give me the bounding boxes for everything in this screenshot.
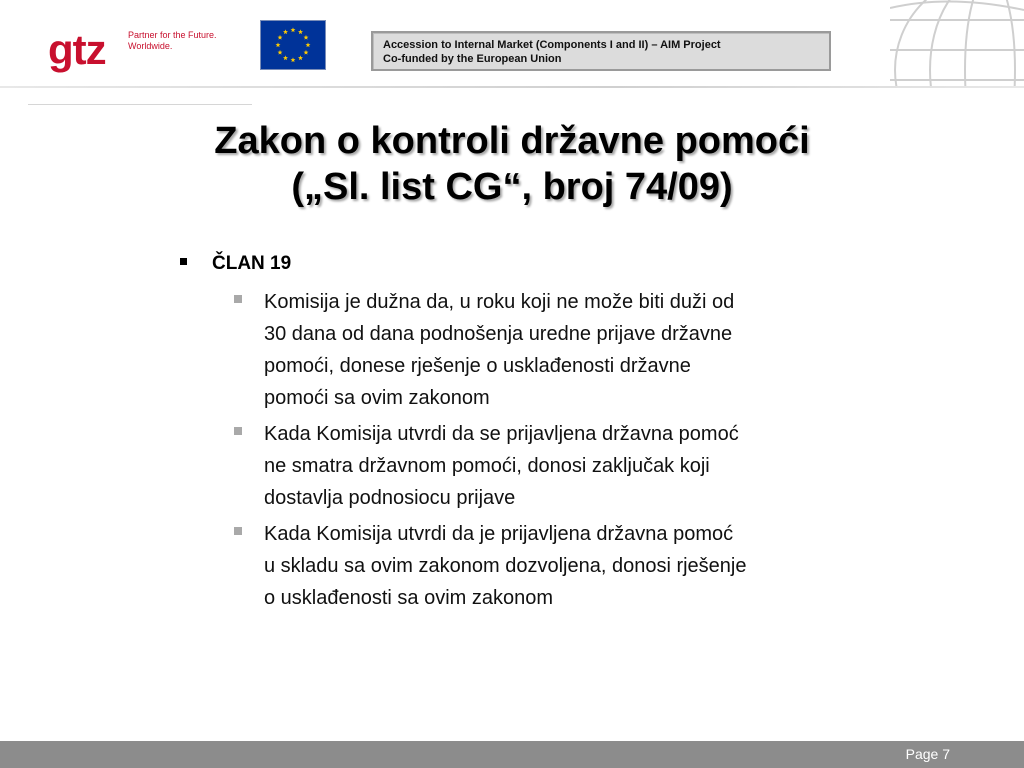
gtz-tagline-line-2: Worldwide. xyxy=(128,41,173,51)
eu-star-icon xyxy=(291,27,296,32)
square-bullet-icon xyxy=(180,258,187,265)
project-line-1: Accession to Internal Market (Components I and II) – AIM Project xyxy=(383,39,721,51)
eu-star-icon xyxy=(298,29,303,34)
header-separator xyxy=(0,86,1024,88)
slide-title xyxy=(40,118,984,210)
eu-star-icon xyxy=(291,57,296,62)
square-bullet-icon xyxy=(234,427,242,435)
paragraph-line: u skladu sa ovim zakonom dozvoljena, donosi rješenje xyxy=(264,555,747,577)
project-line-2: Co-funded by the European Union xyxy=(383,53,562,65)
paragraph-line: Kada Komisija utvrdi da je prijavljena državna pomoć xyxy=(264,523,734,545)
eu-star-icon xyxy=(276,42,281,47)
article-label: ČLAN 19 xyxy=(212,253,292,274)
eu-star-icon xyxy=(283,55,288,60)
eu-star-icon xyxy=(283,29,288,34)
slide-footer xyxy=(0,741,1024,768)
paragraph-line: dostavlja podnosiocu prijave xyxy=(264,487,516,509)
slide-header xyxy=(0,0,1024,86)
slide-title-line-2: („Sl. list CG“, broj 74/09) xyxy=(291,166,733,208)
paragraph-line: Kada Komisija utvrdi da se prijavljena državna pomoć xyxy=(264,423,739,445)
page-number: Page 7 xyxy=(905,746,950,762)
eu-star-icon xyxy=(304,50,309,55)
eu-star-icon xyxy=(278,35,283,40)
title-rule xyxy=(28,104,252,105)
eu-star-icon xyxy=(278,50,283,55)
paragraph-line: ne smatra državnom pomoći, donosi zaključak koji xyxy=(264,455,710,477)
paragraph-line: pomoći sa ovim zakonom xyxy=(264,387,490,409)
list-item xyxy=(234,418,894,514)
gtz-logo-word: gtz xyxy=(48,26,106,73)
eu-star-icon xyxy=(298,55,303,60)
gtz-logo-tagline xyxy=(128,30,238,52)
paragraph-line: 30 dana od dana podnošenja uredne prijave državne xyxy=(264,323,733,345)
square-bullet-icon xyxy=(234,527,242,535)
paragraph-line: Komisija je dužna da, u roku koji ne može biti duži od xyxy=(264,291,735,313)
article-paragraph-list xyxy=(234,286,894,618)
eu-star-icon xyxy=(304,35,309,40)
paragraph-line: o usklađenosti sa ovim zakonom xyxy=(264,587,554,609)
eu-flag-icon xyxy=(260,20,326,70)
square-bullet-icon xyxy=(234,295,242,303)
eu-star-icon xyxy=(306,42,311,47)
paragraph-line: pomoći, donese rješenje o usklađenosti državne xyxy=(264,355,691,377)
globe-icon xyxy=(890,0,1024,86)
slide-title-line-1: Zakon o kontroli državne pomoći xyxy=(214,120,810,162)
eu-flag-stars xyxy=(261,21,325,69)
list-item xyxy=(234,518,894,614)
gtz-tagline-line-1: Partner for the Future. xyxy=(128,30,217,40)
project-info-box xyxy=(371,31,831,71)
list-item xyxy=(234,286,894,414)
